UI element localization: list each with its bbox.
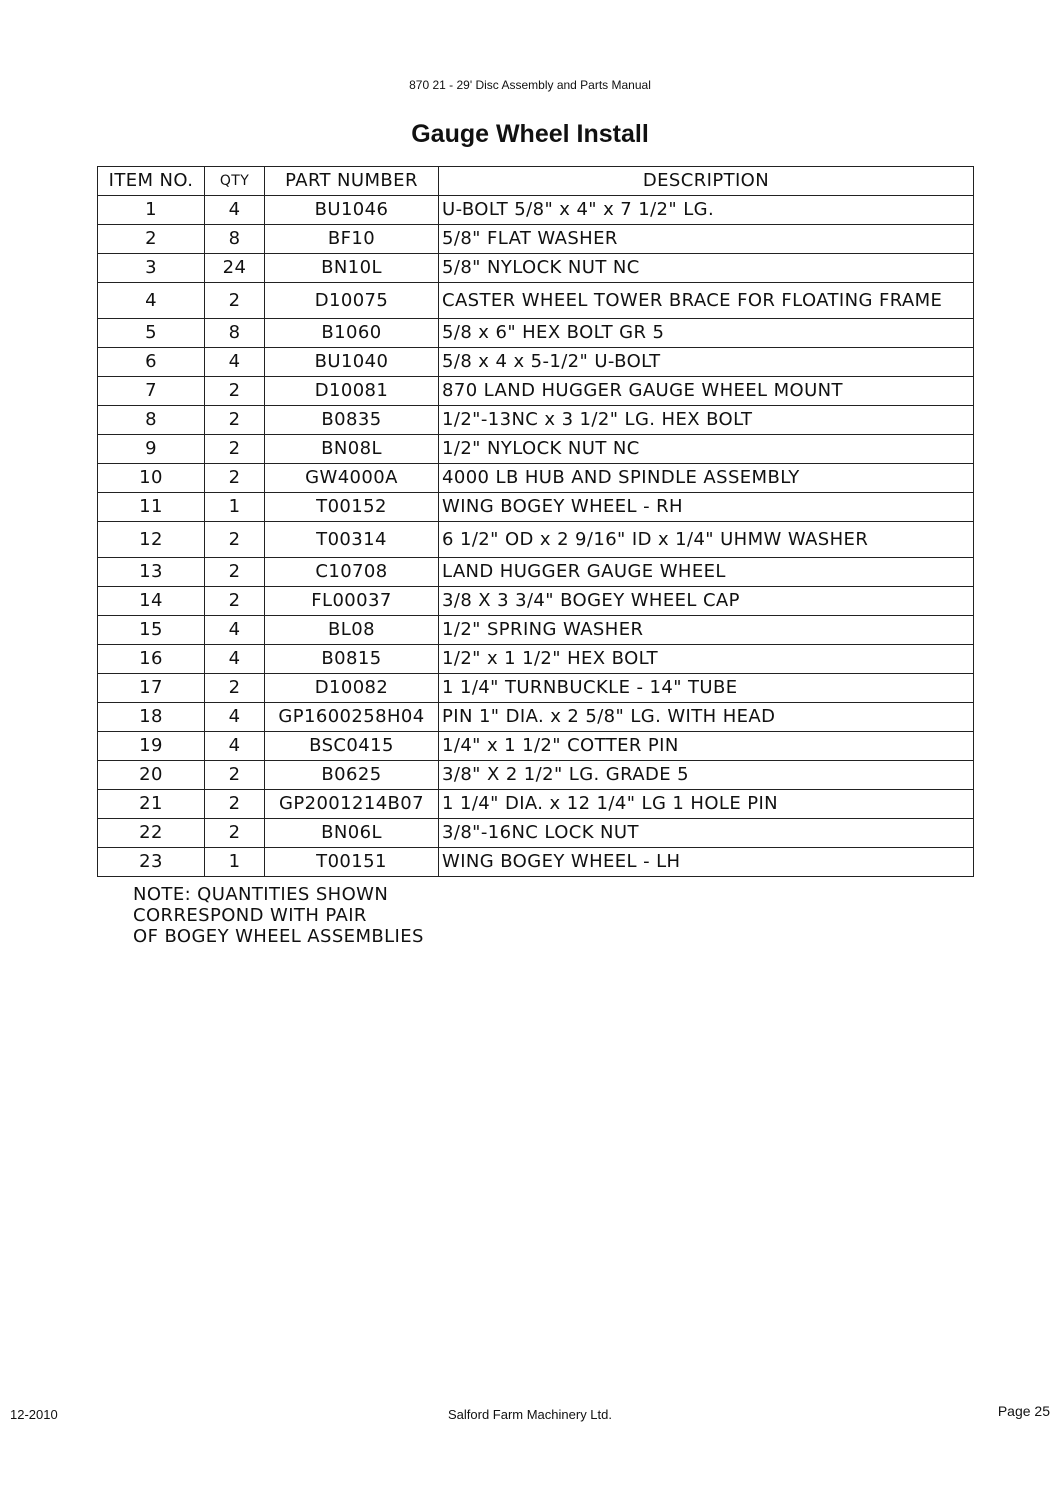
column-header-item-no: ITEM NO.	[98, 167, 205, 196]
part-number-cell: BN10L	[265, 254, 439, 283]
description-cell: 6 1/2" OD x 2 9/16" ID x 1/4" UHMW WASHER	[439, 522, 974, 558]
column-header-qty: QTY	[205, 167, 265, 196]
footer-date: 12-2010	[10, 1407, 58, 1422]
table-header-row	[98, 167, 974, 196]
item-number-cell: 1	[98, 196, 205, 225]
quantity-cell: 2	[205, 464, 265, 493]
description-cell: 5/8 x 4 x 5-1/2" U-BOLT	[439, 348, 974, 377]
item-number-cell: 20	[98, 761, 205, 790]
page-title: Gauge Wheel Install	[411, 120, 649, 148]
part-number-cell: GP1600258H04	[265, 703, 439, 732]
part-number-cell: BSC0415	[265, 732, 439, 761]
item-number-cell: 11	[98, 493, 205, 522]
item-number-cell: 5	[98, 319, 205, 348]
table-row	[98, 493, 974, 522]
description-cell: 5/8 x 6" HEX BOLT GR 5	[439, 319, 974, 348]
item-number-cell: 19	[98, 732, 205, 761]
parts-table	[97, 166, 974, 877]
quantity-note	[133, 884, 424, 947]
quantity-cell: 8	[205, 319, 265, 348]
table-row	[98, 761, 974, 790]
table-row	[98, 406, 974, 435]
description-cell: CASTER WHEEL TOWER BRACE FOR FLOATING FRAME	[439, 283, 974, 319]
part-number-cell: T00314	[265, 522, 439, 558]
quantity-cell: 2	[205, 674, 265, 703]
table-row	[98, 522, 974, 558]
item-number-cell: 7	[98, 377, 205, 406]
quantity-cell: 24	[205, 254, 265, 283]
table-row	[98, 645, 974, 674]
table-row	[98, 464, 974, 493]
table-row	[98, 319, 974, 348]
description-cell: WING BOGEY WHEEL - RH	[439, 493, 974, 522]
item-number-cell: 9	[98, 435, 205, 464]
description-cell: 4000 LB HUB AND SPINDLE ASSEMBLY	[439, 464, 974, 493]
part-number-cell: B0835	[265, 406, 439, 435]
item-number-cell: 4	[98, 283, 205, 319]
description-cell: WING BOGEY WHEEL - LH	[439, 848, 974, 877]
note-line: CORRESPOND WITH PAIR	[133, 905, 367, 926]
description-cell: 1 1/4" DIA. x 12 1/4" LG 1 HOLE PIN	[439, 790, 974, 819]
item-number-cell: 15	[98, 616, 205, 645]
description-cell: LAND HUGGER GAUGE WHEEL	[439, 558, 974, 587]
footer-page-number: Page 25	[997, 1403, 1050, 1419]
item-number-cell: 18	[98, 703, 205, 732]
part-number-cell: T00151	[265, 848, 439, 877]
quantity-cell: 4	[205, 616, 265, 645]
quantity-cell: 4	[205, 703, 265, 732]
part-number-cell: FL00037	[265, 587, 439, 616]
parts-table-body	[98, 196, 974, 877]
item-number-cell: 21	[98, 790, 205, 819]
part-number-cell: BF10	[265, 225, 439, 254]
table-row	[98, 674, 974, 703]
item-number-cell: 16	[98, 645, 205, 674]
part-number-cell: B0625	[265, 761, 439, 790]
description-cell: 1/2" SPRING WASHER	[439, 616, 974, 645]
description-cell: 1/2"-13NC x 3 1/2" LG. HEX BOLT	[439, 406, 974, 435]
note-line: NOTE: QUANTITIES SHOWN	[133, 884, 389, 905]
table-row	[98, 225, 974, 254]
part-number-cell: BL08	[265, 616, 439, 645]
quantity-cell: 4	[205, 645, 265, 674]
table-row	[98, 587, 974, 616]
description-cell: 1 1/4" TURNBUCKLE - 14" TUBE	[439, 674, 974, 703]
quantity-cell: 2	[205, 558, 265, 587]
description-cell: 1/2" NYLOCK NUT NC	[439, 435, 974, 464]
description-cell: 5/8" FLAT WASHER	[439, 225, 974, 254]
column-header-description: DESCRIPTION	[439, 167, 974, 196]
item-number-cell: 23	[98, 848, 205, 877]
quantity-cell: 2	[205, 587, 265, 616]
part-number-cell: T00152	[265, 493, 439, 522]
part-number-cell: BU1046	[265, 196, 439, 225]
part-number-cell: C10708	[265, 558, 439, 587]
item-number-cell: 2	[98, 225, 205, 254]
table-row	[98, 558, 974, 587]
item-number-cell: 10	[98, 464, 205, 493]
table-row	[98, 703, 974, 732]
description-cell: 3/8 X 3 3/4" BOGEY WHEEL CAP	[439, 587, 974, 616]
part-number-cell: B1060	[265, 319, 439, 348]
description-cell: 3/8"-16NC LOCK NUT	[439, 819, 974, 848]
part-number-cell: GW4000A	[265, 464, 439, 493]
description-cell: PIN 1" DIA. x 2 5/8" LG. WITH HEAD	[439, 703, 974, 732]
quantity-cell: 1	[205, 848, 265, 877]
quantity-cell: 1	[205, 493, 265, 522]
table-row	[98, 732, 974, 761]
item-number-cell: 8	[98, 406, 205, 435]
table-row	[98, 435, 974, 464]
description-cell: 3/8" X 2 1/2" LG. GRADE 5	[439, 761, 974, 790]
description-cell: 5/8" NYLOCK NUT NC	[439, 254, 974, 283]
item-number-cell: 22	[98, 819, 205, 848]
quantity-cell: 2	[205, 435, 265, 464]
description-cell: U-BOLT 5/8" x 4" x 7 1/2" LG.	[439, 196, 974, 225]
description-cell: 870 LAND HUGGER GAUGE WHEEL MOUNT	[439, 377, 974, 406]
quantity-cell: 2	[205, 522, 265, 558]
quantity-cell: 4	[205, 732, 265, 761]
table-row	[98, 616, 974, 645]
item-number-cell: 17	[98, 674, 205, 703]
part-number-cell: D10082	[265, 674, 439, 703]
footer-company: Salford Farm Machinery Ltd.	[447, 1407, 612, 1422]
quantity-cell: 2	[205, 406, 265, 435]
part-number-cell: GP2001214B07	[265, 790, 439, 819]
quantity-cell: 2	[205, 761, 265, 790]
part-number-cell: B0815	[265, 645, 439, 674]
item-number-cell: 12	[98, 522, 205, 558]
quantity-cell: 2	[205, 283, 265, 319]
note-line: OF BOGEY WHEEL ASSEMBLIES	[133, 926, 424, 947]
table-row	[98, 348, 974, 377]
table-row	[98, 848, 974, 877]
quantity-cell: 4	[205, 196, 265, 225]
quantity-cell: 2	[205, 377, 265, 406]
part-number-cell: D10081	[265, 377, 439, 406]
item-number-cell: 13	[98, 558, 205, 587]
item-number-cell: 3	[98, 254, 205, 283]
table-row	[98, 254, 974, 283]
table-row	[98, 819, 974, 848]
part-number-cell: BN08L	[265, 435, 439, 464]
table-row	[98, 377, 974, 406]
quantity-cell: 2	[205, 819, 265, 848]
quantity-cell: 8	[205, 225, 265, 254]
part-number-cell: BU1040	[265, 348, 439, 377]
item-number-cell: 6	[98, 348, 205, 377]
description-cell: 1/2" x 1 1/2" HEX BOLT	[439, 645, 974, 674]
part-number-cell: D10075	[265, 283, 439, 319]
table-row	[98, 790, 974, 819]
table-row	[98, 283, 974, 319]
quantity-cell: 4	[205, 348, 265, 377]
part-number-cell: BN06L	[265, 819, 439, 848]
quantity-cell: 2	[205, 790, 265, 819]
item-number-cell: 14	[98, 587, 205, 616]
manual-header: 870 21 - 29' Disc Assembly and Parts Manual	[409, 78, 651, 92]
description-cell: 1/4" x 1 1/2" COTTER PIN	[439, 732, 974, 761]
table-row	[98, 196, 974, 225]
column-header-part-number: PART NUMBER	[265, 167, 439, 196]
